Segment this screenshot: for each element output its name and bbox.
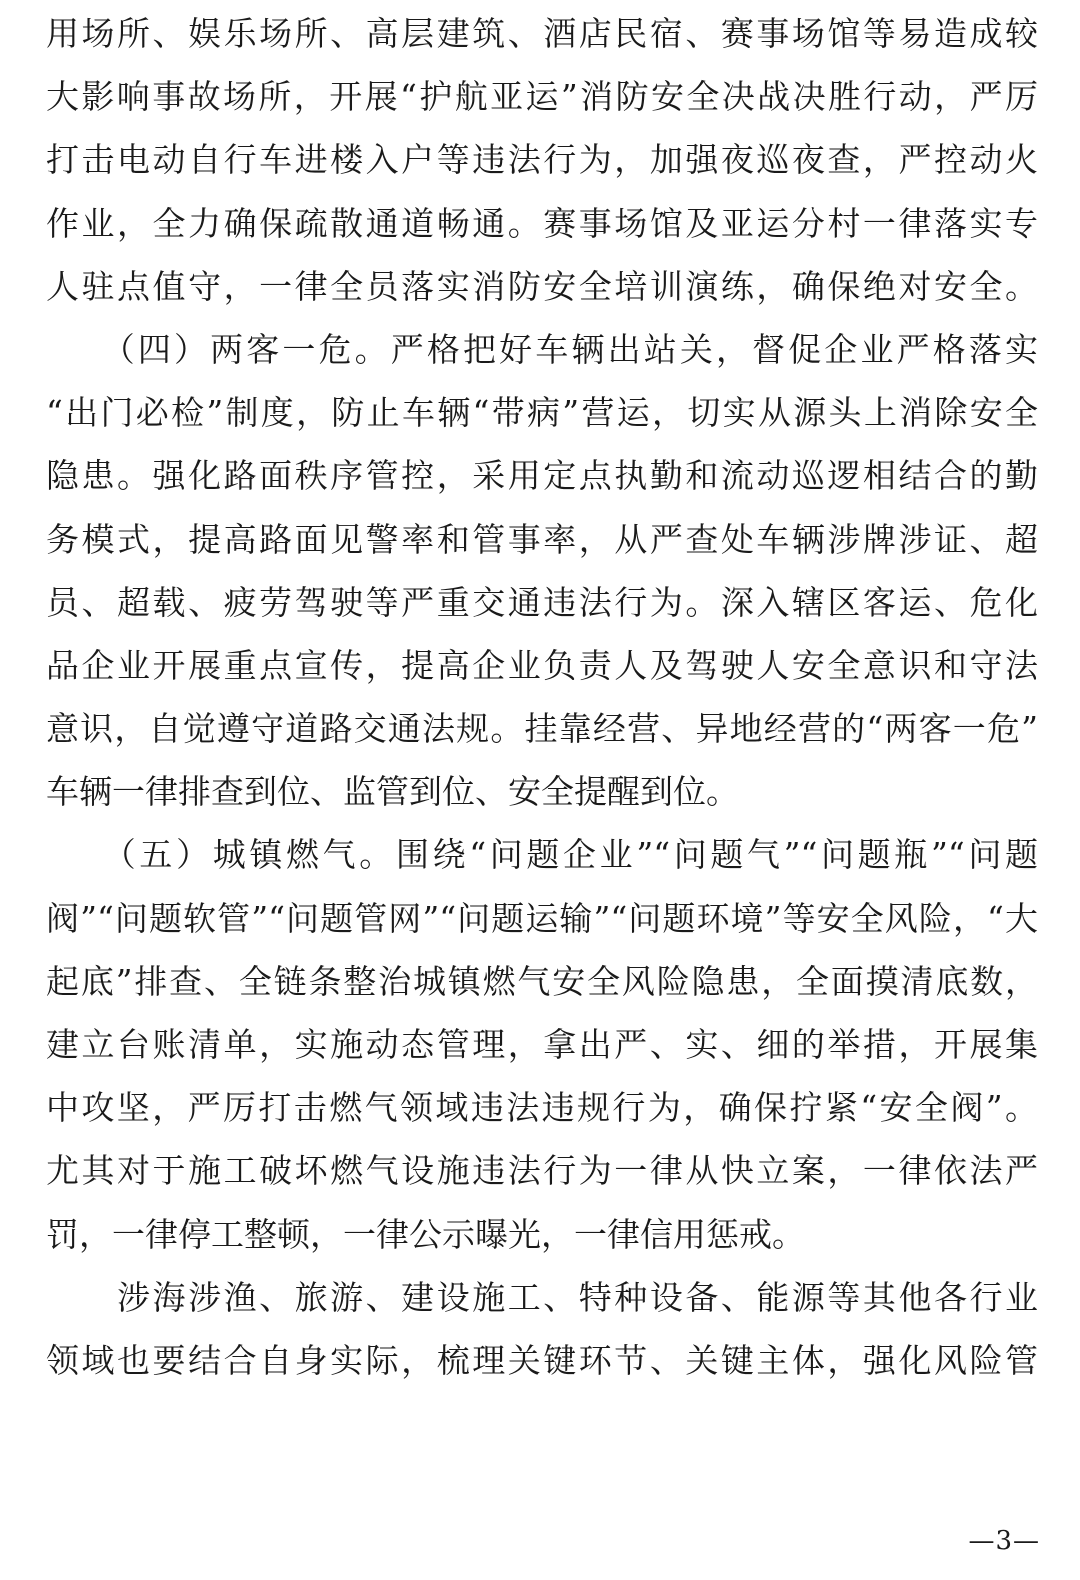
text-line: 建立台账清单，实施动态管理，拿出严、实、细的举措，开展集 bbox=[46, 1025, 1038, 1064]
text-line: 员、超载、疲劳驾驶等严重交通违法行为。深入辖区客运、危化 bbox=[46, 582, 1038, 622]
paragraph-start-line: 涉海涉渔、旅游、建设施工、特种设备、能源等其他各行业 bbox=[46, 1277, 1038, 1317]
text-line: 领域也要结合自身实际，梳理关键环节、关键主体，强化风险管 bbox=[46, 1340, 1038, 1380]
text-line: 用场所、娱乐场所、高层建筑、酒店民宿、赛事场馆等易造成较 bbox=[46, 14, 1038, 53]
text-line: 意识，自觉遵守道路交通法规。挂靠经营、异地经营的“两客一危” bbox=[46, 709, 1038, 749]
text-line: 中攻坚，严厉打击燃气领域违法违规行为，确保拧紧“安全阀”。 bbox=[46, 1088, 1038, 1128]
text-line: 人驻点值守，一律全员落实消防安全培训演练，确保绝对安全。 bbox=[46, 266, 1038, 306]
text-line: 罚，一律停工整顿，一律公示曝光，一律信用惩戒。 bbox=[46, 1214, 805, 1254]
page-number: —3— bbox=[968, 1526, 1040, 1556]
section-heading-line: （五）城镇燃气。围绕“问题企业”“问题气”“问题瓶”“问题 bbox=[46, 835, 1038, 875]
text-line: 阀”“问题软管”“问题管网”“问题运输”“问题环境”等安全风险，“大 bbox=[46, 898, 1038, 938]
text-line: 车辆一律排查到位、监管到位、安全提醒到位。 bbox=[46, 772, 739, 812]
text-line: 尤其对于施工破坏燃气设施违法行为一律从快立案，一律依法严 bbox=[46, 1151, 1038, 1191]
section-heading-line: （四）两客一危。严格把好车辆出站关，督促企业严格落实 bbox=[46, 329, 1038, 369]
text-line: 起底”排查、全链条整治城镇燃气安全风险隐患，全面摸清底数， bbox=[46, 961, 1038, 1001]
text-line: 品企业开展重点宣传，提高企业负责人及驾驶人安全意识和守法 bbox=[46, 645, 1038, 685]
text-line: 作业，全力确保疏散通道畅通。赛事场馆及亚运分村一律落实专 bbox=[46, 203, 1038, 243]
body-text bbox=[46, 2, 1038, 1392]
text-line: “出门必检”制度，防止车辆“带病”营运，切实从源头上消除安全 bbox=[46, 393, 1038, 433]
text-line: 隐患。强化路面秩序管控，采用定点执勤和流动巡逻相结合的勤 bbox=[46, 456, 1038, 496]
text-line: 务模式，提高路面见警率和管事率，从严查处车辆涉牌涉证、超 bbox=[46, 519, 1038, 559]
text-line: 大影响事故场所，开展“护航亚运”消防安全决战决胜行动，严厉 bbox=[46, 77, 1038, 117]
text-line: 打击电动自行车进楼入户等违法行为，加强夜巡夜查，严控动火 bbox=[46, 140, 1038, 180]
